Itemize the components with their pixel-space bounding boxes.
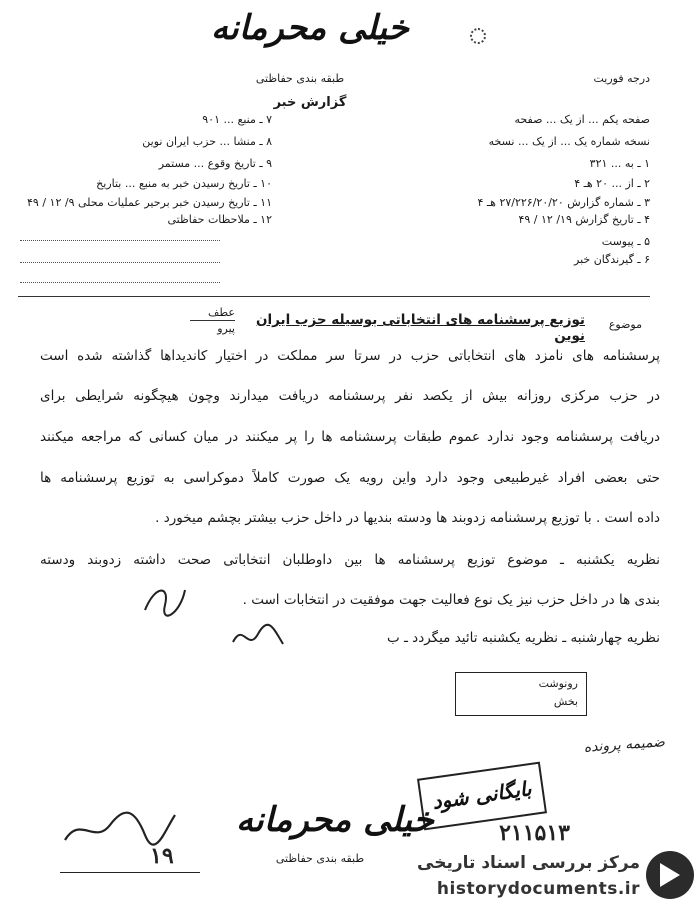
margin-note: ضمیمه پرونده	[583, 734, 666, 756]
archive-stamp-text: بایگانی شود	[430, 776, 533, 814]
watermark-line-2: historydocuments.ir	[436, 879, 640, 899]
body-line-3: دریافت پرسشنامه وجود ندارد عموم طبقات پرسشنامه ها را پر میکنند در میان کسانی که مراجعه میکنند	[40, 429, 660, 445]
body-line-6: نظریه یکشنبه ـ موضوع توزیع پرسشنامه ها بین داوطلبان انتخاباتی صحت داشته زدوبند ودسته	[40, 552, 660, 568]
subject-side-underline	[190, 320, 235, 321]
classification-stamp-bottom: خیلی محرمانه	[236, 800, 434, 840]
body-line-8: نظریه چهارشنبه ـ نظریه یکشنبه تائید میگردد ـ ب	[386, 630, 660, 646]
body-line-7: بندی ها در داخل حزب نیز یک نوع فعالیت جهت موفقیت در انتخابات است .	[242, 592, 660, 608]
body-line-5: داده است . با توزیع پرسشنامه زدوبند ها ودسته بندیها در داخل حزب بیشتر بچشم میخورد .	[155, 510, 660, 526]
field-5-attachment: ۵ ـ پیوست	[601, 235, 650, 248]
left-blank-line-1	[20, 240, 220, 241]
field-page: صفحه یکم ... از یک ... صفحه	[514, 113, 650, 126]
annotation-box-line-1: رونوشت	[538, 677, 578, 690]
body-line-4: حتی بعضی افراد غیرطبیعی وجود دارد واین رویه یک صورت کاملاً دموکراسی به توزیع پرسشنامه ها	[40, 470, 660, 486]
field-11-operations-date: ۱۱ ـ تاریخ رسیدن خبر برحیر عملیات محلی ۹/ ۱۲ / ۴۹	[27, 196, 272, 209]
field-7-source: ۷ ـ منبع ... ۹۰۱	[202, 113, 272, 126]
field-12-security-notes: ۱۲ ـ ملاحظات حفاظتی	[167, 213, 272, 226]
page-number: ۱۹	[150, 843, 174, 869]
initials-signature	[140, 580, 190, 620]
annotation-box-line-2: بخش	[553, 695, 578, 708]
left-blank-line-3	[20, 282, 220, 283]
field-copy: نسخه شماره یک ... از یک ... نسخه	[488, 135, 650, 148]
classification-subtitle: طبقه بندی حفاظتی	[255, 72, 345, 85]
report-title: گزارش خبر	[273, 95, 347, 110]
watermark-line-1: مرکز بررسی اسناد تاریخی	[417, 853, 640, 873]
field-4-report-date: ۴ ـ تاریخ گزارش ۱۹/ ۱۲ / ۴۹	[518, 213, 650, 226]
annotation-box	[455, 672, 587, 716]
subject-side-note-2: پیرو	[217, 322, 235, 335]
watermark	[417, 847, 700, 907]
field-1-to: ۱ ـ به ... ۳۲۱	[589, 157, 650, 170]
body-line-2: در حزب مرکزی روزانه بیش از یکصد نفر پرسشنامه دریافت میدارند وچون هیچگونه شرایطی برای	[40, 388, 660, 404]
field-3-report-number: ۳ ـ شماره گزارش ۲۷/۲۲۶/۲۰/۲۰ هـ ۴	[477, 196, 650, 209]
left-blank-line-2	[20, 262, 220, 263]
subject-text: توزیع پرسشنامه های انتخاباتی بوسیله حزب ایران نوین	[255, 312, 585, 344]
watermark-logo-icon	[646, 851, 694, 899]
archive-stamp-number: ۲۱۱۵۱۳	[499, 820, 570, 846]
field-10-receipt-date: ۱۰ ـ تاریخ رسیدن خبر به منبع ... بتاریخ	[96, 177, 272, 190]
initials-signature-2	[228, 622, 288, 652]
classification-subtitle-bottom: طبقه بندی حفاظتی	[275, 852, 365, 865]
urgency-label: درجه فوریت	[593, 72, 650, 85]
classification-stamp-top: خیلی محرمانه	[211, 8, 409, 48]
page-number-underline	[60, 872, 200, 873]
field-8-origin: ۸ ـ منشا ... حزب ایران نوین	[142, 135, 272, 148]
header-separator	[18, 296, 650, 297]
stamp-ornament	[470, 28, 486, 44]
subject-label: موضوع	[608, 318, 642, 331]
body-line-1: پرسشنامه های نامزد های انتخاباتی حزب در سرتا سر مملکت در اختیار کاندیداها گذاشته شده است	[40, 348, 660, 364]
field-6-recipients: ۶ ـ گیرندگان خبر	[574, 253, 650, 266]
subject-side-note-1: عطف	[208, 306, 235, 319]
field-2-from: ۲ ـ از ... ۲۰ هـ ۴	[574, 177, 650, 190]
field-9-occurrence-date: ۹ ـ تاریخ وقوع ... مستمر	[158, 157, 272, 170]
